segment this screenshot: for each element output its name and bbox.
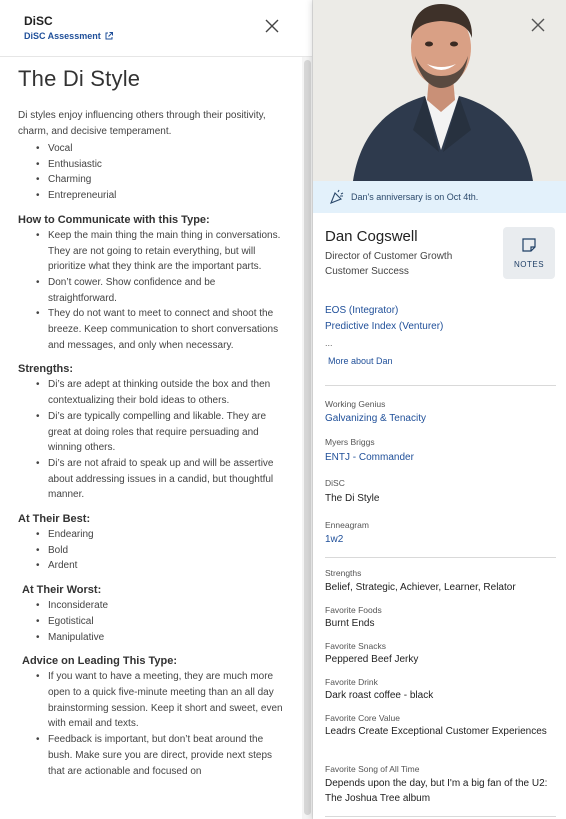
list-item: • Enthusiastic [36, 157, 286, 173]
department: Customer Success [325, 266, 409, 277]
list-item: • Vocal [36, 141, 286, 157]
section-list [18, 228, 286, 354]
assessment-label: Working Genius [325, 399, 386, 409]
detail-label: Favorite Foods [325, 605, 382, 615]
enneagram-link[interactable]: 1w2 [325, 534, 344, 545]
section-list [18, 669, 286, 779]
profile-panel [313, 0, 566, 819]
list-item: • Charming [36, 172, 286, 188]
detail-label: Favorite Drink [325, 677, 378, 687]
section-heading: Strengths: [18, 363, 73, 376]
list-item: • They do not want to meet to connect and shoot the breeze. Keep communication to short conversations and messages, and only when necessary. [36, 306, 286, 353]
close-icon[interactable] [530, 17, 546, 33]
close-icon[interactable] [263, 17, 281, 35]
ellipsis: ... [325, 338, 333, 348]
scrollbar-thumb[interactable] [304, 60, 311, 815]
traits-list [18, 141, 286, 204]
predictive-index-link[interactable]: Predictive Index (Venturer) [325, 321, 444, 332]
myers-briggs-link[interactable]: ENTJ - Commander [325, 452, 414, 463]
detail-value: Leadrs Create Exceptional Customer Experiences [325, 726, 547, 737]
disc-assessment-link[interactable] [24, 31, 114, 41]
detail-value: Depends upon the day, but I'm a big fan of the U2: The Joshua Tree album [325, 778, 548, 804]
detail-label: Favorite Song of All Time [325, 764, 420, 774]
assessment-label: Enneagram [325, 520, 369, 530]
detail-label: Strengths [325, 568, 362, 578]
list-item: • Endearing [36, 527, 286, 543]
list-item: • Bold [36, 543, 286, 559]
person-name: Dan Cogswell [325, 228, 418, 245]
anniversary-banner [313, 181, 566, 213]
list-item: • Feedback is important, but don’t beat around the bush. Make sure you are direct, provide next steps that are actionable and focused on [36, 732, 286, 779]
list-item: • Manipulative [36, 630, 286, 646]
panel-title: DiSC [24, 14, 53, 28]
list-item: • Don’t cower. Show confidence and be straightforward. [36, 275, 286, 306]
detail-label: Favorite Snacks [325, 641, 386, 651]
notes-button[interactable] [503, 227, 555, 279]
list-item: • Inconsiderate [36, 598, 286, 614]
list-item: • Di’s are typically compelling and likable. They are great at doing roles that require persuading and winning others. [36, 409, 286, 456]
list-item: • Di’s are not afraid to speak up and will be assertive about addressing issues in a candid, but thoughtful manner. [36, 456, 286, 503]
style-intro: Di styles enjoy influencing others through their positivity, charm, and decisive temperament. [18, 110, 266, 137]
section-heading: At Their Worst: [22, 584, 102, 597]
working-genius-link[interactable]: Galvanizing & Tenacity [325, 413, 426, 424]
list-item: • Entrepreneurial [36, 188, 286, 204]
assessment-label: DiSC [325, 478, 345, 488]
list-item: • If you want to have a meeting, they are much more open to a quick five-minute meeting than an all day brainstorming session. Keep it short and sweet, even with email and texts. [36, 669, 286, 732]
eos-link[interactable]: EOS (Integrator) [325, 305, 399, 316]
divider [325, 385, 556, 386]
disc-content [18, 64, 286, 779]
detail-value: Peppered Beef Jerky [325, 654, 419, 665]
disc-value: The Di Style [325, 493, 380, 504]
detail-value: Burnt Ends [325, 618, 375, 629]
list-item: • Ardent [36, 558, 286, 574]
more-about-link[interactable]: More about Dan [328, 356, 393, 366]
list-item: • Egotistical [36, 614, 286, 630]
section-list [18, 598, 286, 645]
section-list [18, 377, 286, 503]
list-item: • Keep the main thing the main thing in conversations. They are not going to retain everything, but will prioritize what they think are the important parts. [36, 228, 286, 275]
section-heading: Advice on Leading This Type: [22, 655, 178, 668]
divider [325, 816, 556, 817]
section-heading: How to Communicate with this Type: [18, 213, 210, 226]
disc-assessment-link-label[interactable]: DiSC Assessment [24, 31, 101, 41]
anniversary-text: Dan's anniversary is on Oct 4th. [351, 192, 479, 202]
detail-label: Favorite Core Value [325, 713, 400, 723]
external-link-icon[interactable] [104, 31, 114, 41]
job-title: Director of Customer Growth [325, 251, 453, 262]
section-heading: At Their Best: [18, 513, 91, 526]
section-list [18, 527, 286, 574]
style-title: The Di Style [18, 66, 141, 91]
divider [325, 557, 556, 558]
list-item: • Di’s are adept at thinking outside the box and then contextualizing their bold ideas to others. [36, 377, 286, 408]
assessment-label: Myers Briggs [325, 437, 375, 447]
party-popper-icon [329, 189, 345, 205]
note-icon[interactable] [521, 237, 537, 253]
detail-value: Dark roast coffee - black [325, 690, 434, 701]
notes-label[interactable]: NOTES [513, 260, 545, 269]
panel-header [0, 0, 312, 57]
detail-value: Belief, Strategic, Achiever, Learner, Relator [325, 582, 516, 593]
profile-photo [313, 0, 566, 181]
